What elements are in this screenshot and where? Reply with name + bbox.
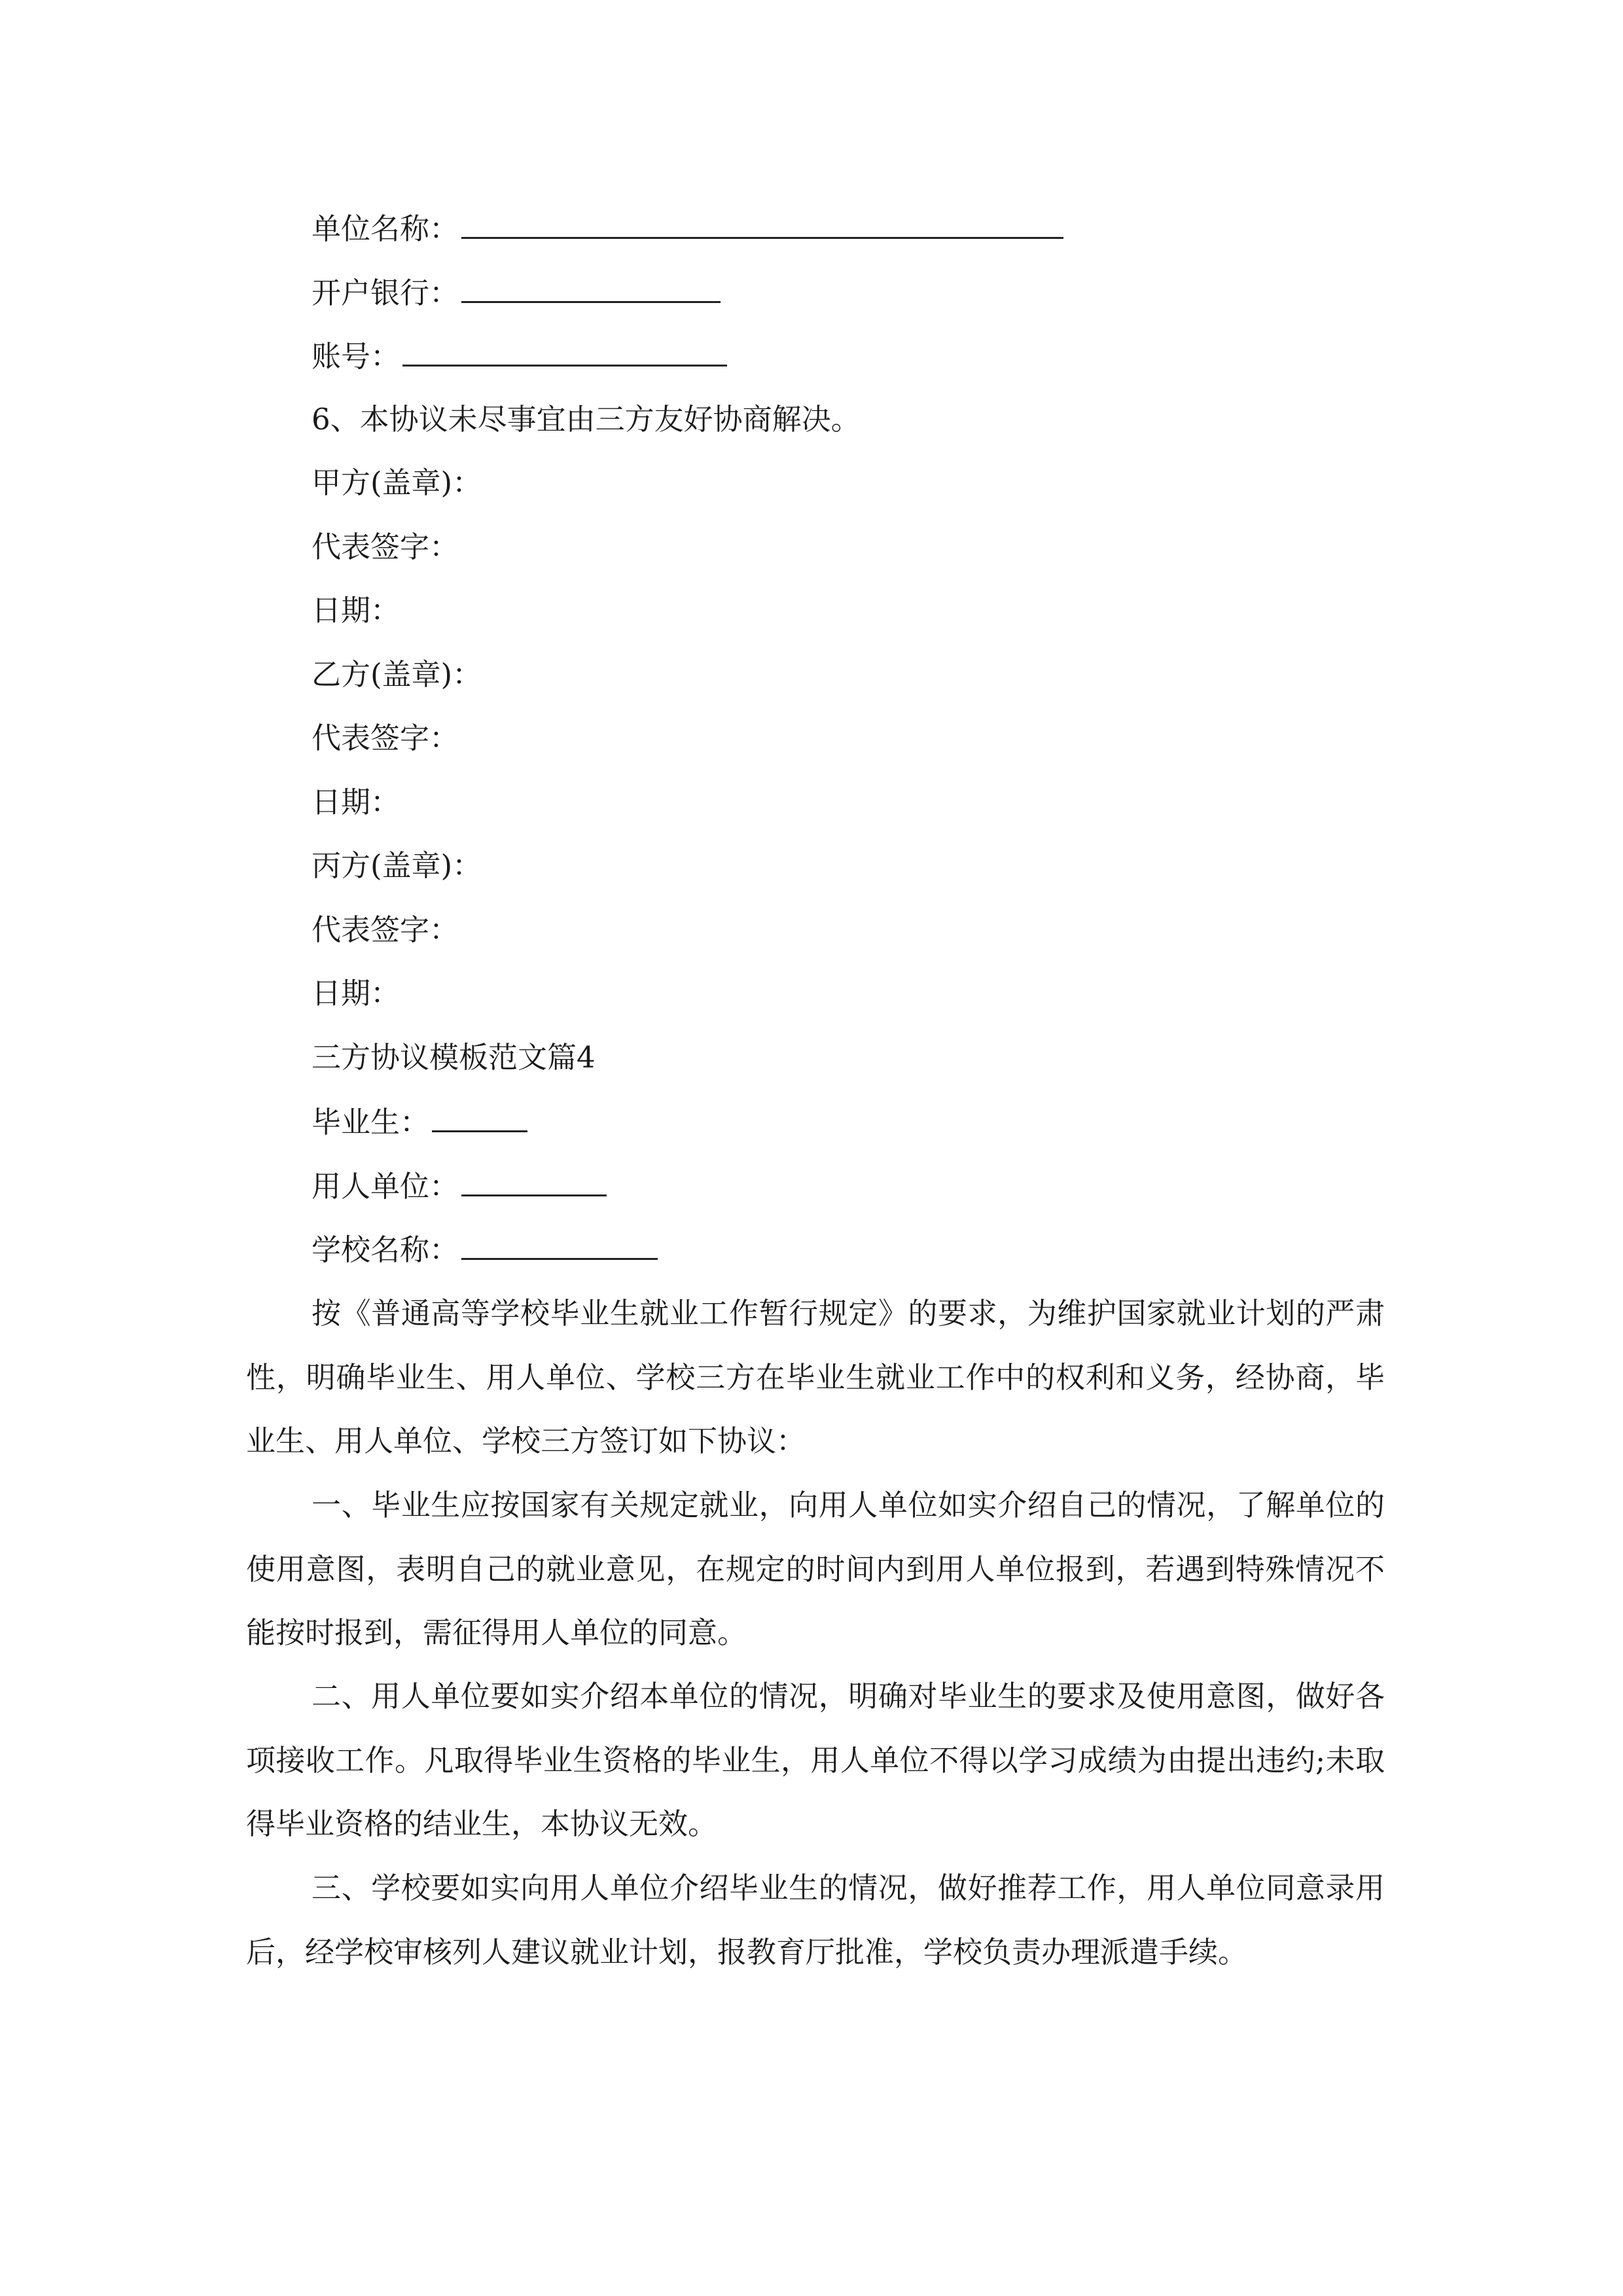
account-blank (402, 336, 727, 367)
bank-label: 开户银行： (312, 276, 459, 310)
party-b-rep: 代表签字： (312, 721, 459, 755)
party-c-seal: 丙方(盖章)： (312, 848, 482, 883)
bank-blank (461, 272, 721, 303)
account-label: 账号： (312, 339, 401, 374)
party-a-date: 日期： (312, 593, 401, 628)
paragraph-clause-2: 二、用人单位要如实介绍本单位的情况，明确对毕业生的要求及使用意图，做好各项接收工作。凡取得毕业生资格的毕业生，用人单位不得以学习成绩为由提出违约;未取得毕业资格的结业生，本协议无效。 (246, 1679, 1385, 1841)
party-a-seal: 甲方(盖章)： (312, 465, 482, 500)
party-c-rep: 代表签字： (312, 912, 459, 947)
employer-blank (461, 1166, 607, 1196)
party-c-date: 日期： (312, 976, 401, 1011)
account-row (312, 336, 727, 376)
paragraph-preamble: 按《普通高等学校毕业生就业工作暂行规定》的要求，为维护国家就业计划的严肃性，明确毕业生、用人单位、学校三方在毕业生就业工作中的权利和义务，经协商，毕业生、用人单位、学校三方签订如下协议： (246, 1296, 1385, 1458)
graduate-blank (432, 1102, 527, 1132)
party-b-date: 日期： (312, 785, 401, 819)
bank-row (312, 272, 721, 313)
unit-name-row (312, 208, 1063, 249)
school-row (312, 1229, 658, 1270)
employer-label: 用人单位： (312, 1169, 459, 1204)
school-blank (461, 1229, 658, 1260)
party-a-rep: 代表签字： (312, 529, 459, 564)
school-label: 学校名称： (312, 1232, 459, 1267)
graduate-row (312, 1102, 527, 1142)
party-b-seal: 乙方(盖章)： (312, 657, 482, 692)
section-title: 三方协议模板范文篇4 (312, 1040, 596, 1075)
unit-name-blank (461, 208, 1063, 239)
graduate-label: 毕业生： (312, 1105, 430, 1139)
clause-6: 6、本协议未尽事宜由三方友好协商解决。 (312, 402, 861, 437)
paragraph-clause-3: 三、学校要如实向用人单位介绍毕业生的情况，做好推荐工作，用人单位同意录用后，经学校审核列人建议就业计划，报教育厅批准，学校负责办理派遣手续。 (246, 1871, 1385, 1969)
paragraph-clause-1: 一、毕业生应按国家有关规定就业，向用人单位如实介绍自己的情况，了解单位的使用意图，表明自己的就业意见，在规定的时间内到用人单位报到，若遇到特殊情况不能按时报到，需征得用人单位的同意。 (246, 1488, 1385, 1650)
employer-row (312, 1166, 607, 1206)
unit-name-label: 单位名称： (312, 211, 459, 246)
